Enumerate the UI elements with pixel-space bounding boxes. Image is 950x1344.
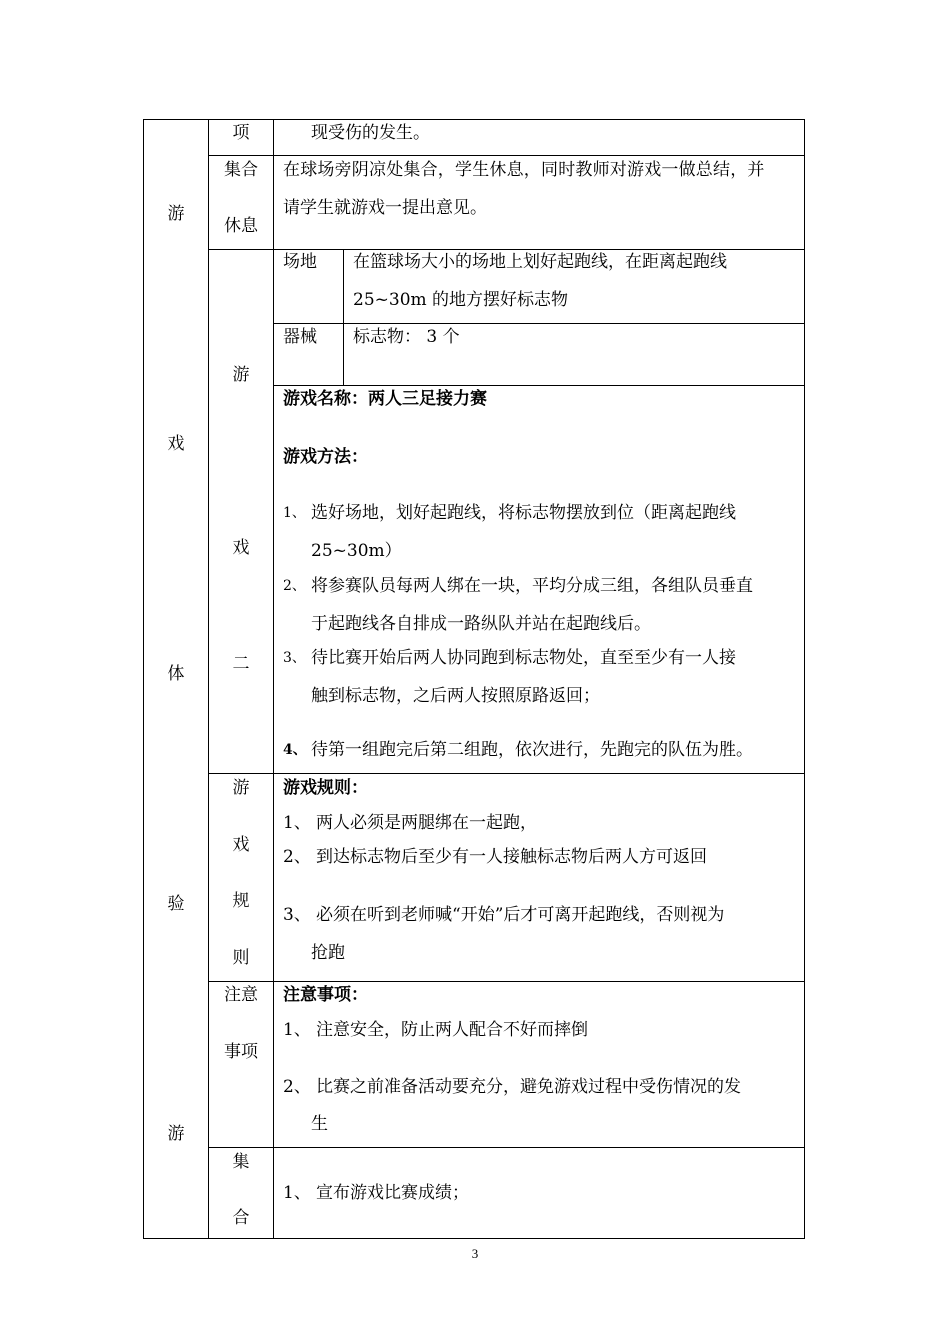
- rules-label-char: 游: [232, 778, 250, 798]
- rule-number: 2、: [283, 847, 311, 867]
- method-title: 游戏方法：: [283, 447, 368, 467]
- step-number: 2、: [283, 578, 306, 594]
- table-bottom-border: [143, 1238, 805, 1239]
- notes-label: 事项: [224, 1042, 258, 1062]
- venue-label: 场地: [283, 252, 317, 272]
- step-text: 将参赛队员每两人绑在一块，平均分成三组，各组队员垂直: [311, 576, 753, 596]
- gather-text: 宣布游戏比赛成绩；: [316, 1183, 469, 1203]
- rule-number: 3、: [283, 905, 311, 925]
- row-label: 项: [232, 123, 250, 143]
- col1-char: 游: [167, 1124, 185, 1144]
- step-text: 待比赛开始后两人协同跑到标志物处，直至至少有一人接: [311, 648, 736, 668]
- row-divider: [208, 1147, 805, 1148]
- note-text: 生: [311, 1114, 328, 1134]
- step-text: 选好场地，划好起跑线，将标志物摆放到位（距离起跑线: [311, 503, 736, 523]
- row-label: 集合: [224, 160, 258, 180]
- rule-text: 两人必须是两腿绑在一起跑，: [316, 813, 537, 833]
- gather-number: 1、: [283, 1183, 311, 1203]
- note-text: 注意安全，防止两人配合不好而摔倒: [316, 1020, 588, 1040]
- game2-label-char: 戏: [232, 538, 250, 558]
- venue-text: 在篮球场大小的场地上划好起跑线，在距离起跑线: [353, 252, 727, 272]
- col1-char: 游: [167, 204, 185, 224]
- step-text: 待第一组跑完后第二组跑，依次进行，先跑完的队伍为胜。: [311, 740, 753, 760]
- step-number: 3、: [283, 650, 306, 666]
- equipment-label: 器械: [283, 327, 317, 347]
- game-name: 游戏名称：两人三足接力赛: [283, 389, 487, 409]
- equipment-text: 标志物： 3 个: [353, 327, 460, 347]
- col1-char: 验: [167, 894, 185, 914]
- rules-label-char: 则: [232, 948, 250, 968]
- row-label: 休息: [224, 216, 258, 236]
- game2-label-char: 二: [232, 654, 250, 674]
- step-number: 1、: [283, 505, 306, 521]
- row-text: 在球场旁阴凉处集合，学生休息，同时教师对游戏一做总结，并: [283, 160, 765, 180]
- column-divider: [273, 119, 274, 1239]
- step-text: 于起跑线各自排成一路纵队并站在起跑线后。: [311, 614, 651, 634]
- gather-label-char: 合: [232, 1208, 250, 1228]
- table-right-border: [804, 119, 805, 1239]
- column-divider: [343, 249, 344, 386]
- notes-label: 注意: [224, 985, 258, 1005]
- note-number: 1、: [283, 1020, 311, 1040]
- row-text: 现受伤的发生。: [311, 123, 430, 143]
- rule-number: 1、: [283, 813, 311, 833]
- step-text: 触到标志物，之后两人按照原路返回；: [311, 686, 600, 706]
- rule-text: 必须在听到老师喊“开始”后才可离开起跑线，否则视为: [316, 905, 725, 925]
- page-number: 3: [471, 1246, 479, 1261]
- step-number: 4、: [283, 742, 307, 758]
- gather-label-char: 集: [232, 1152, 250, 1172]
- rules-title: 游戏规则：: [283, 778, 368, 798]
- game2-label-char: 游: [232, 365, 250, 385]
- venue-text: 25~30m 的地方摆好标志物: [353, 290, 569, 310]
- col1-char: 体: [167, 664, 185, 684]
- note-number: 2、: [283, 1077, 311, 1097]
- rules-label-char: 戏: [232, 835, 250, 855]
- row-text: 请学生就游戏一提出意见。: [283, 198, 487, 218]
- rule-text: 到达标志物后至少有一人接触标志物后两人方可返回: [316, 847, 707, 867]
- rules-label-char: 规: [232, 891, 250, 911]
- col1-char: 戏: [167, 434, 185, 454]
- rule-text: 抢跑: [311, 943, 345, 963]
- notes-title: 注意事项：: [283, 985, 368, 1005]
- note-text: 比赛之前准备活动要充分，避免游戏过程中受伤情况的发: [316, 1077, 741, 1097]
- step-text: 25~30m）: [311, 541, 402, 561]
